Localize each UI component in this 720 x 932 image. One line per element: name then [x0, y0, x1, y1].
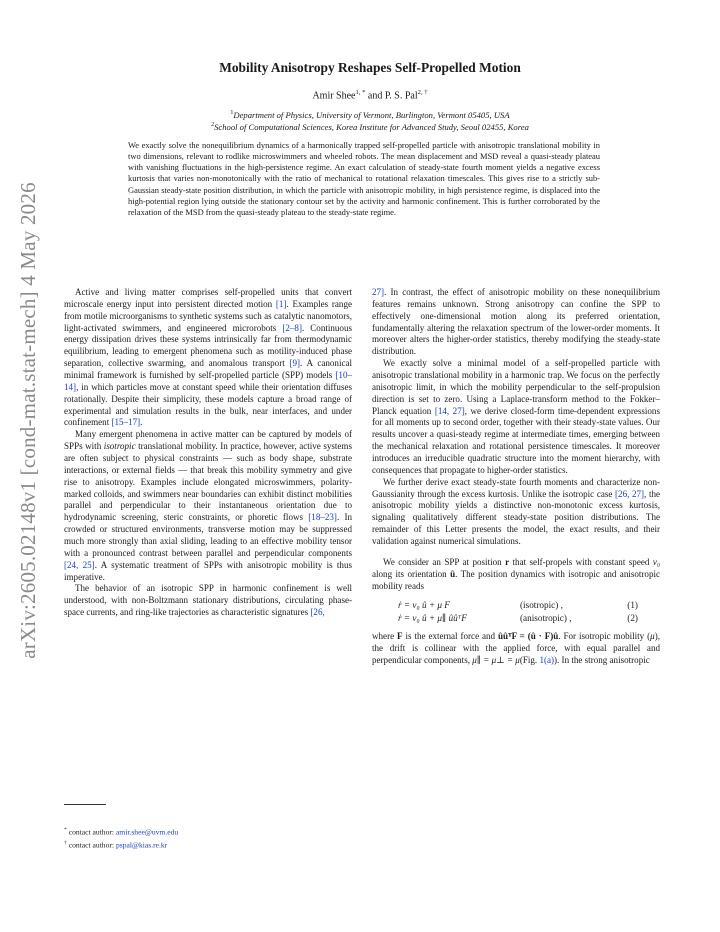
footnote-divider: [64, 804, 106, 805]
citation-link[interactable]: [24, 25]: [64, 559, 95, 570]
body-text: We exactly solve a minimal model of a self-propelled particle with anisotropic translational mobility in a harmonic trap. We focus on the perfectly anisotropic limit, in which the mobility perpendicular to the self-propulsion direction is set to zero. Using a Laplace-transform method to the Fokker–Planck equation: [372, 358, 660, 416]
author-2-mark: 2, †: [417, 89, 428, 96]
body-text: The behavior of an isotropic SPP in harmonic confinement is well understood, with non-Boltzmann stationary distributions, circulating phase-space currents, and ring-like trajectories as characteristic signatures: [64, 583, 352, 618]
body-text: , the anisotropic mobility yields a distinctive non-monotonic excess kurtosis, signaling qualitatively different steady-state position distributions. The remainder of this Letter presents the model, the exact results, and their validation against numerical simulations.: [372, 488, 660, 547]
body-text: ), the drift is collinear with the applied force, with equal parallel and perpendicular components,: [372, 631, 660, 666]
body-text: , we derive closed-form time-dependent expressions for all moments up to second order, together with their steady-state values. Our results uncover a quasi-steady regime at intermediate times, emerging between the mechanical relaxation and rotational persistence timescales. It moreover introduces an irreducible quadratic structure into the moment hierarchy, with consequences that propagate to higher-order statistics.: [372, 405, 660, 475]
footnote-1-mark: *: [64, 827, 67, 833]
body-text: . In crowded or structured environments, transverse motion may be suppressed much more strongly than axial sliding, leading to an effective mobility tensor with a pronounced contrast between parallel and perpendicular components: [64, 512, 352, 558]
affiliation-2-mark: 2: [211, 122, 215, 128]
citation-link[interactable]: 1(a): [539, 655, 555, 666]
paragraph-kurtosis: [372, 477, 660, 548]
affiliation-1-mark: 1: [230, 110, 234, 116]
body-text: . Continuous energy dissipation drives these systems intrinsically far from thermodynamic equilibrium, leading to emergent phenomena such as motility-induced phase separation, collective swarming, and anomalous transport: [64, 322, 352, 369]
paper-title: Mobility Anisotropy Reshapes Self-Propelled Motion: [219, 60, 521, 75]
body-text: (Fig.: [519, 655, 540, 666]
footnotes: [64, 825, 352, 851]
math-symbol: û: [450, 568, 456, 579]
left-column: [64, 287, 352, 619]
equation-block: [372, 599, 660, 624]
paragraph-contrast: [372, 287, 660, 358]
citation-link[interactable]: [18–23]: [308, 512, 337, 523]
email-link-amir[interactable]: amir.shee@uvm.edu: [115, 827, 179, 837]
footnote-2-mark: †: [64, 839, 67, 846]
emphasis-text: v₀: [652, 556, 660, 567]
equation-2-number: (2): [627, 612, 638, 623]
affiliation-2: [64, 120, 676, 133]
body-text: along its orientation: [372, 568, 451, 579]
math-symbol: ûûᵀF = (û · F)û: [498, 631, 559, 642]
emphasis-text: isotropic: [103, 441, 136, 452]
math-symbol: r: [505, 556, 510, 567]
equation-2-expression: ṙ = v₀ û + μ∥ ûûᵀF: [398, 612, 467, 623]
email-link-pal[interactable]: pspal@kias.re.kr: [115, 840, 168, 850]
body-text: . A systematic treatment of SPPs with anisotropic mobility is thus imperative.: [64, 559, 352, 582]
citation-link[interactable]: [15–17]: [111, 417, 141, 428]
right-column: [372, 287, 660, 667]
author-2: P. S. Pal: [384, 90, 418, 102]
citation-link[interactable]: [26,: [310, 607, 325, 618]
author-1-mark: 1, *: [355, 89, 366, 96]
citation-link[interactable]: [14, 27]: [434, 405, 465, 416]
affiliation-1-text: Department of Physics, University of Vermont, Burlington, Vermont 05405, USA: [233, 109, 510, 120]
body-text: ). In the strong anisotropic: [554, 655, 650, 666]
body-text: .: [140, 417, 143, 428]
equation-1-number: (1): [627, 600, 638, 611]
emphasis-text: μ∥ = μ⊥ = μ: [472, 655, 520, 666]
body-text: . In contrast, the effect of anisotropic mobility on these nonequilibrium features remains unknown. Strong anisotropy can confine the SPP to effectively one-dimensional motion along its preferred orientation, fundamentally altering the relaxation spectrum of the lower-order moments. It moreover alters the higher-order statistics, thereby modifying the steady-state distribution.: [372, 287, 660, 357]
body-text: where: [372, 631, 398, 642]
body-text: , in which particles move at constant speed while their orientation diffuses rotationally. Despite their simplicity, these models capture a broad range of experimental and simulation results in the bulk, near interfaces, and under confinement: [64, 381, 352, 428]
footnote-1-label: contact author:: [66, 827, 116, 837]
citation-link[interactable]: 27]: [372, 287, 385, 297]
paragraph-force: [372, 631, 660, 667]
math-symbol: F: [397, 631, 403, 642]
author-1: Amir Shee: [312, 90, 356, 102]
footnote-1: [64, 825, 352, 838]
emphasis-text: μ: [650, 631, 655, 642]
body-text: translational mobility. In practice, however, active systems are often subject to physical constraints — such as body shape, substrate interactions, or external fields — that break this mobility symmetry and give rise to anisotropy. Examples include elongated microswimmers, polarity-marked colloids, and swimmers near boundaries can exhibit distinct mobilities parallel and perpendicular to their instantaneous orientation due to hydrodynamic screening, steric constraints, or phoretic flows: [64, 441, 352, 523]
paragraph-model: [372, 557, 660, 593]
paragraph-anisotropy: [64, 429, 352, 583]
paragraph-model-summary: [372, 358, 660, 477]
footnote-2-label: contact author:: [66, 840, 116, 850]
footnote-2: [64, 838, 352, 851]
equation-1-label: (isotropic) ,: [520, 600, 563, 611]
citation-link[interactable]: [1]: [275, 298, 287, 309]
affiliation-1: [64, 108, 676, 121]
body-text: . The position dynamics with isotropic and anisotropic mobility reads: [372, 568, 661, 591]
arxiv-identifier-sidebar: [8, 140, 48, 700]
body-text: Active and living matter comprises self-propelled units that convert microscale energy input into persistent directed motion: [64, 287, 352, 309]
author-line: [64, 89, 676, 101]
citation-link[interactable]: [2–8]: [282, 322, 302, 333]
paragraph-harmonic: [64, 583, 352, 619]
body-text: Many emergent phenomena in active matter can be captured by models of SPPs with: [64, 429, 352, 452]
body-text: . A canonical minimal framework is furnished by self-propelled particle (SPP) models: [64, 358, 353, 381]
citation-link[interactable]: [26, 27]: [615, 488, 645, 499]
abstract: We exactly solve the nonequilibrium dynamics of a harmonically trapped self-propelled particle with anisotropic translational mobility in two dimensions, relevant to rodlike microswimmers and wheeled robots. The mean displacement and MSD reveal a quasi-steady plateau with vanishing fluctuations in the high-persistence regime. An exact calculation of steady-state fourth moment yields a negative excess kurtosis that varies non-monotonically with the ratio of mechanical to rotational relaxation timescales. This gives rise to a strictly sub-Gaussian steady-state position distribution, in which the particle with anisotropic mobility, in high persistence regime, is displaced into the high-potential region lying outside the stationary contour set by the activity and harmonic confinement. This is further corroborated by the relaxation of the MSD from the quasi-steady plateau to the steady-state regime.: [128, 140, 600, 217]
body-text: . For isotropic mobility (: [558, 631, 651, 642]
equation-1-expression: ṙ = v₀ û + μ F: [398, 600, 450, 611]
body-text: is the external force and: [402, 631, 499, 642]
body-text: We further derive exact steady-state fourth moments and characterize non-Gaussianity through the excess kurtosis. Unlike the isotropic case: [372, 476, 660, 499]
body-text: We consider an SPP at position: [383, 556, 506, 567]
equation-2-label: (anisotropic) ,: [520, 612, 572, 623]
affiliation-2-text: School of Computational Sciences, Korea Institute for Advanced Study, Seoul 02455, Korea: [214, 121, 529, 132]
arxiv-id-text: arXiv:2605.02148v1 [cond-mat.stat-mech] 4 May 2026: [15, 181, 40, 659]
body-text: . Examples range from motile microorganisms to synthetic systems such as catalytic nanomotors, light-activated swimmers, and engineered microrobots: [64, 298, 352, 333]
citation-link[interactable]: [10–14]: [64, 370, 352, 392]
author-conjunction: and: [365, 90, 385, 102]
paragraph-intro: [64, 287, 352, 429]
body-text: that self-propels with constant speed: [509, 556, 653, 567]
citation-link[interactable]: [9]: [289, 358, 301, 369]
